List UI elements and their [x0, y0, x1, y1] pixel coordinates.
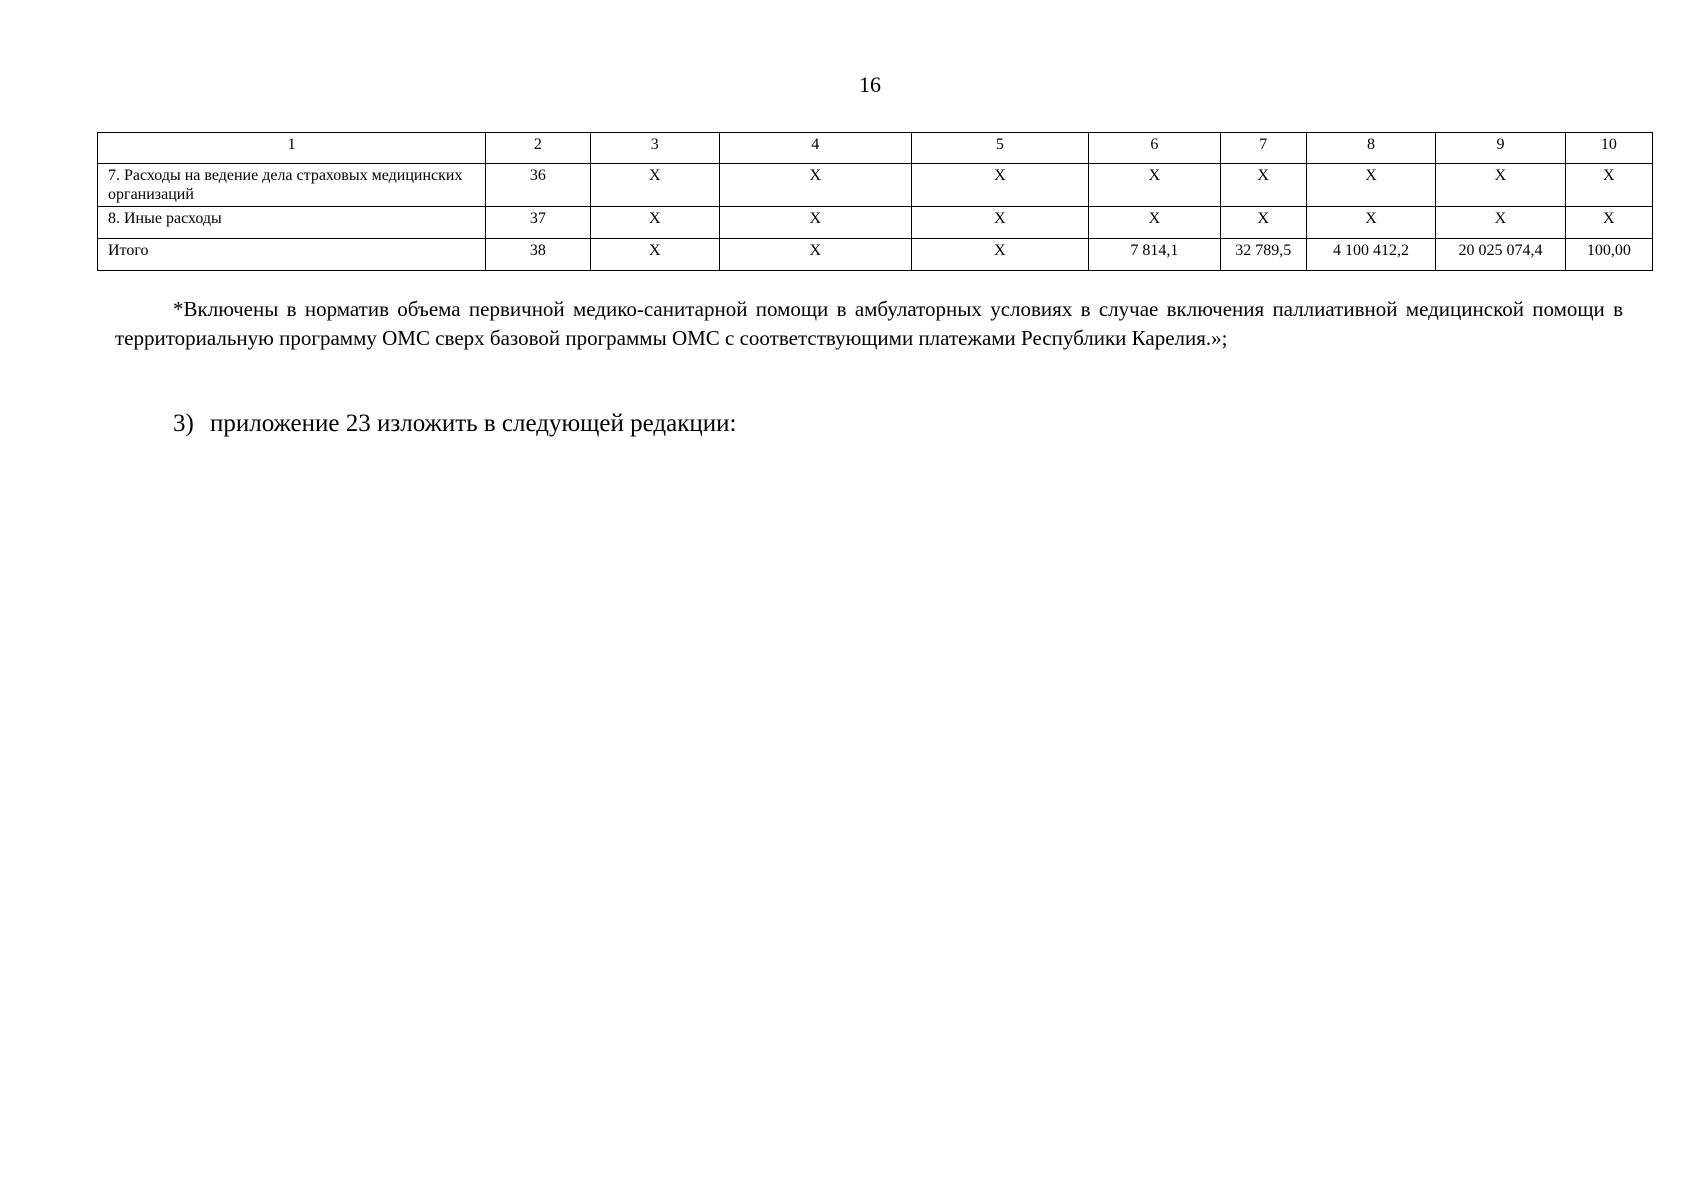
table-cell: Х [719, 164, 911, 207]
table-cell: 32 789,5 [1220, 239, 1306, 271]
header-cell: 9 [1436, 133, 1565, 164]
table-cell: Х [1220, 207, 1306, 239]
table-cell: 37 [486, 207, 590, 239]
table-cell: Х [719, 207, 911, 239]
row-label: Итого [98, 239, 486, 271]
table-cell: Х [1089, 207, 1220, 239]
table-header-row [98, 133, 1653, 164]
table-cell: Х [1436, 207, 1565, 239]
footnote: *Включены в норматив объема первичной медико-санитарной помощи в амбулаторных условиях в случае включения паллиативной медицинской помощи в территориальную программу ОМС сверх базовой программы ОМС с соответствующими платежами Республики Карелия.»; [115, 297, 1623, 350]
table-cell: Х [719, 239, 911, 271]
header-cell: 5 [911, 133, 1089, 164]
header-cell: 7 [1220, 133, 1306, 164]
page-number: 16 [859, 72, 881, 97]
header-cell: 10 [1565, 133, 1652, 164]
table-row [98, 207, 1653, 239]
table-cell: Х [1565, 207, 1652, 239]
instruction-text: приложение 23 изложить в следующей редакции: [210, 410, 737, 437]
header-cell: 4 [719, 133, 911, 164]
table-row [98, 164, 1653, 207]
table-cell: Х [590, 164, 719, 207]
table-cell: Х [1436, 164, 1565, 207]
table-cell: Х [1220, 164, 1306, 207]
header-cell: 1 [98, 133, 486, 164]
table-cell: Х [1306, 207, 1435, 239]
instruction-number: 3) [173, 410, 194, 437]
table-cell: Х [911, 164, 1089, 207]
table-row-total [98, 239, 1653, 271]
table-cell: 7 814,1 [1089, 239, 1220, 271]
row-label: 8. Иные расходы [98, 207, 486, 239]
table-cell: Х [911, 239, 1089, 271]
table-cell: Х [1089, 164, 1220, 207]
header-cell: 3 [590, 133, 719, 164]
row-label: 7. Расходы на ведение дела страховых медицинских организаций [98, 164, 486, 207]
table-cell: 100,00 [1565, 239, 1652, 271]
table-cell: 38 [486, 239, 590, 271]
table-cell: Х [590, 207, 719, 239]
table-cell: 4 100 412,2 [1306, 239, 1435, 271]
instruction [173, 410, 736, 438]
table-cell: Х [911, 207, 1089, 239]
table-cell: Х [1565, 164, 1652, 207]
table-cell: Х [590, 239, 719, 271]
header-cell: 8 [1306, 133, 1435, 164]
table-cell: 36 [486, 164, 590, 207]
header-cell: 2 [486, 133, 590, 164]
table-cell: 20 025 074,4 [1436, 239, 1565, 271]
header-cell: 6 [1089, 133, 1220, 164]
table-cell: Х [1306, 164, 1435, 207]
expenses-table [97, 132, 1653, 271]
